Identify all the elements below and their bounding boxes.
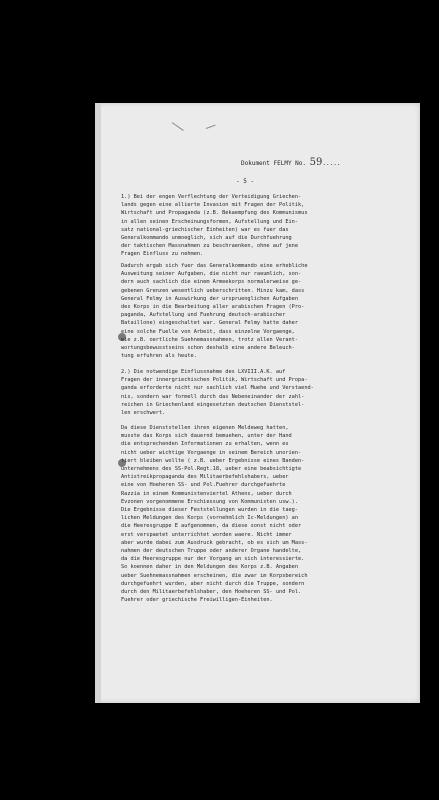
text-line: lichen Meldungen des Korps (vornehmlich Ic-Meldungen) an bbox=[121, 515, 299, 522]
text-line: in allen seinen Erscheinungsformen, Aufstellung und Ein- bbox=[121, 218, 299, 225]
text-line: unternehmens des SS-Pol.Regt.18, ueber eine beabsichtigte bbox=[121, 466, 302, 473]
text-line: Fuehrer oder griechische Freiwilligen-Einheiten. bbox=[121, 597, 273, 604]
text-line: die Heeresgruppe E aufgenommen, da diese sonst nicht oder bbox=[121, 523, 302, 530]
text-line: Fragen Einfluss zu nehmen. bbox=[121, 251, 204, 258]
paragraph bbox=[121, 262, 308, 360]
paragraph bbox=[121, 424, 308, 604]
text-line: aber wurde dabei zum Ausdruck gebracht, ob es sich um Mass- bbox=[121, 539, 308, 546]
text-line: Fragen der innergriechischen Politik, Wirtschaft und Propa- bbox=[121, 377, 308, 384]
text-line: Bataillone) eingeschaltet war. General Felmy hatte daher bbox=[121, 320, 299, 327]
text-line: tung erfuhren als heute. bbox=[121, 353, 197, 360]
document-header bbox=[241, 157, 340, 168]
text-line: 1.) Bei der engen Verflechtung der Verteidigung Griechen- bbox=[121, 194, 302, 200]
text-line: gebenen Grenzen wesentlich ueberschritten. Hinzu kam, dass bbox=[121, 287, 305, 294]
paragraph bbox=[121, 368, 314, 417]
text-line: durchgefuehrt wurden, aber nicht durch die Truppe, sondern bbox=[121, 580, 305, 587]
document-number: 59 bbox=[309, 157, 323, 168]
text-line: da die Heeresgruppe nur der Vorgang an sich interessierte. bbox=[121, 556, 305, 563]
header-label: Dokument FELMY No. bbox=[241, 160, 310, 167]
text-line: die entsprechenden Informationen zu erhalten, wenn es bbox=[121, 441, 289, 448]
text-line: dern auch sachlich die einem Armeekorps normalerweise ge- bbox=[121, 279, 302, 286]
text-line: paganda, Aufstellung und Fuehrung deutsch-arabischer bbox=[121, 312, 286, 319]
text-line: Evzonen vorgenommene Erschiessung von Kommunisten usw.). bbox=[121, 498, 299, 505]
text-line: tiert bleiben wollte ( z.B. ueber Ergebnisse eines Banden- bbox=[121, 457, 305, 464]
text-line: Die Ergebnisse dieser Feststellungen wurden in die taeg- bbox=[121, 507, 299, 514]
text-line: der taktischen Massnahmen zu beschraenken, ohne auf jene bbox=[121, 243, 299, 250]
text-line: reichen in Griechenland eingesetzten deutschen Dienststel- bbox=[121, 401, 305, 408]
text-line: General Felmy in Auswirkung der urspruenglichen Aufgaben bbox=[121, 295, 299, 302]
header-suffix: ..... bbox=[322, 160, 341, 167]
text-line: Ausweitung seiner Aufgaben, die nicht nur raeumlich, son- bbox=[121, 271, 302, 278]
text-line: wortungsbewusstseins schon deshalb eine andere Beleuch- bbox=[121, 345, 295, 352]
text-line: nicht ueber wichtige Vorgaenge in seinem Bereich unorien- bbox=[121, 449, 302, 456]
page-edge bbox=[95, 103, 101, 703]
text-line: Antistreikpropaganda des Militaerbefehlshabers, ueber bbox=[121, 474, 289, 481]
text-line: 2.) Die notwendige Einflussnahme des LXVIII.A.K. auf bbox=[121, 369, 286, 375]
text-line: Razzia in einem Kommunistenviertel Athens, ueber durch bbox=[121, 490, 292, 497]
text-line: ganda erforderte nicht nur sachlich viel Muehe und Verstaend- bbox=[121, 385, 314, 392]
text-line: satz national-griechischer Einheiten) war es fuer das bbox=[121, 226, 289, 233]
text-line: durch den Militaerbefehlshaber, den Hoeheren SS- und Pol. bbox=[121, 589, 302, 596]
text-line: lands gegen eine allierte Invasion mit Fragen der Politik, bbox=[121, 202, 305, 209]
page-number: - 5 - bbox=[236, 178, 255, 185]
text-line: Generalkommando unmoeglich, sich auf die Durchfuehrung bbox=[121, 235, 292, 242]
text-line: nahmen der deutschen Truppe oder anderer Organe handelte, bbox=[121, 548, 302, 555]
paragraph bbox=[121, 193, 308, 259]
text-line: eine solche Fuelle von Arbeit, dass einzelne Vorgaenge, bbox=[121, 328, 295, 335]
text-line: So koennen daher in den Meldungen des Korps z.B. Angaben bbox=[121, 564, 299, 571]
text-line: Wirtschaft und Propaganda (z.B. Bekaempfung des Kommunismus bbox=[121, 210, 308, 217]
text-line: len erschwert. bbox=[121, 410, 166, 417]
text-line: Dadurch ergab sich fuer das Generalkommando eine erhebliche bbox=[121, 263, 308, 269]
text-line: wie z.B. oertliche Suehnemassnahmen, trotz allen Verant- bbox=[121, 336, 299, 343]
text-line: musste das Korps sich dauernd bemuehen, unter der Hand bbox=[121, 433, 292, 440]
text-line: eine von Hoeheren SS- und Pol.Fuehrer durchgefuehrte bbox=[121, 482, 286, 489]
text-line: erst verspaetet unterrichtet worden waere. Nicht immer bbox=[121, 531, 292, 538]
text-line: Da diese Dienststellen ihren eigenen Meldeweg hatten, bbox=[121, 425, 289, 431]
text-line: nis, sondern war formell durch das Nebeneinander der zahl- bbox=[121, 393, 305, 400]
text-line: ueber Suehnemassnahmen erscheinen, die zwar im Korpsbereich bbox=[121, 572, 308, 579]
text-line: des Korps in die Bearbeitung aller arabischen Fragen (Pro- bbox=[121, 304, 305, 311]
